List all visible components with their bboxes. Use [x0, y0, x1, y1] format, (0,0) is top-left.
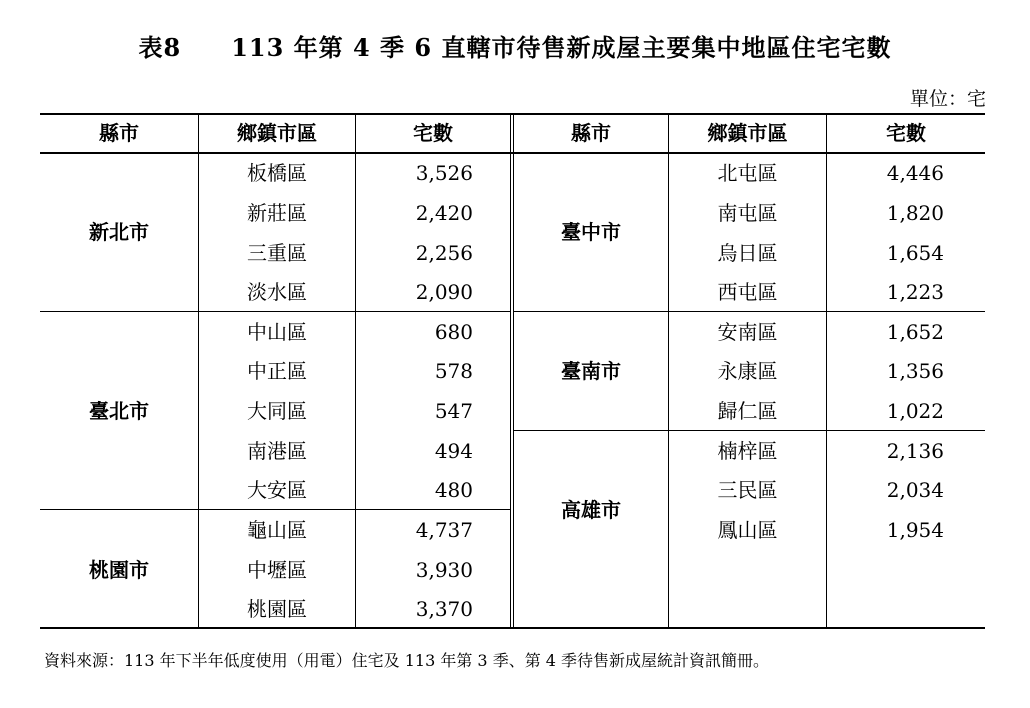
district-cell: 三民區: [717, 478, 778, 502]
count-cell: 1,022: [886, 399, 944, 423]
header-count-left: 宅數: [413, 121, 453, 145]
count-cell: 1,654: [886, 241, 944, 265]
district-cell: 安南區: [717, 320, 778, 344]
count-cell: 547: [434, 399, 473, 423]
count-cell: 680: [434, 320, 473, 344]
district-cell: 桃園區: [247, 597, 307, 621]
district-cell: 歸仁區: [717, 399, 778, 423]
district-cell: 大安區: [247, 478, 307, 502]
district-cell: 板橋區: [247, 161, 307, 185]
district-cell: 南屯區: [717, 201, 778, 225]
count-cell: 3,526: [415, 161, 473, 185]
district-cell: 龜山區: [247, 518, 307, 542]
district-cell: 淡水區: [247, 280, 307, 304]
left-group-separator: [40, 311, 510, 312]
city-name: 新北市: [89, 220, 149, 244]
district-cell: 中正區: [247, 359, 307, 383]
district-cell: 西屯區: [717, 280, 778, 304]
district-cell: 永康區: [717, 359, 778, 383]
district-cell: 楠梓區: [717, 439, 778, 463]
city-name: 臺南市: [561, 359, 621, 383]
count-cell: 1,954: [886, 518, 944, 542]
city-name: 臺北市: [89, 399, 149, 423]
district-cell: 新莊區: [247, 201, 307, 225]
header-district-right: 鄉鎮市區: [707, 121, 788, 145]
count-cell: 3,370: [415, 597, 473, 621]
right-group-separator: [514, 430, 985, 431]
count-cell: 480: [434, 478, 473, 502]
count-cell: 3,930: [415, 558, 473, 582]
source-note: 資料來源：113 年下半年低度使用（用電）住宅及 113 年第 3 季、第 4 季待售新成屋統計資訊簡冊。: [44, 651, 770, 670]
header-district-left: 鄉鎮市區: [237, 121, 317, 145]
count-cell: 578: [434, 359, 473, 383]
count-cell: 494: [434, 439, 473, 463]
district-cell: 烏日區: [717, 241, 778, 265]
count-cell: 2,136: [886, 439, 944, 463]
center-divider: [510, 113, 511, 629]
district-cell: 南港區: [247, 439, 307, 463]
count-cell: 1,820: [886, 201, 944, 225]
header-city-right: 縣市: [571, 121, 611, 145]
district-cell: 中山區: [247, 320, 307, 344]
right-group-separator: [514, 311, 985, 312]
left-group-separator: [40, 509, 510, 510]
unit-label: 單位：宅: [909, 88, 986, 110]
district-cell: 中壢區: [247, 558, 307, 582]
count-cell: 1,356: [886, 359, 944, 383]
header-count-right: 宅數: [886, 121, 926, 145]
count-cell: 2,256: [415, 241, 473, 265]
count-cell: 2,420: [415, 201, 473, 225]
city-name: 臺中市: [561, 220, 621, 244]
district-cell: 鳳山區: [717, 518, 778, 542]
district-cell: 北屯區: [717, 161, 778, 185]
city-name: 桃園市: [89, 558, 149, 582]
count-cell: 2,034: [886, 478, 944, 502]
count-cell: 1,652: [886, 320, 944, 344]
count-cell: 4,446: [886, 161, 944, 185]
count-cell: 4,737: [415, 518, 473, 542]
count-cell: 2,090: [415, 280, 473, 304]
count-cell: 1,223: [886, 280, 944, 304]
district-cell: 三重區: [247, 241, 307, 265]
district-cell: 大同區: [247, 399, 307, 423]
city-name: 高雄市: [561, 498, 621, 522]
header-city-left: 縣市: [99, 121, 139, 145]
table-title: 表8 113 年第 4 季 6 直轄市待售新成屋主要集中地區住宅宅數: [138, 33, 892, 62]
